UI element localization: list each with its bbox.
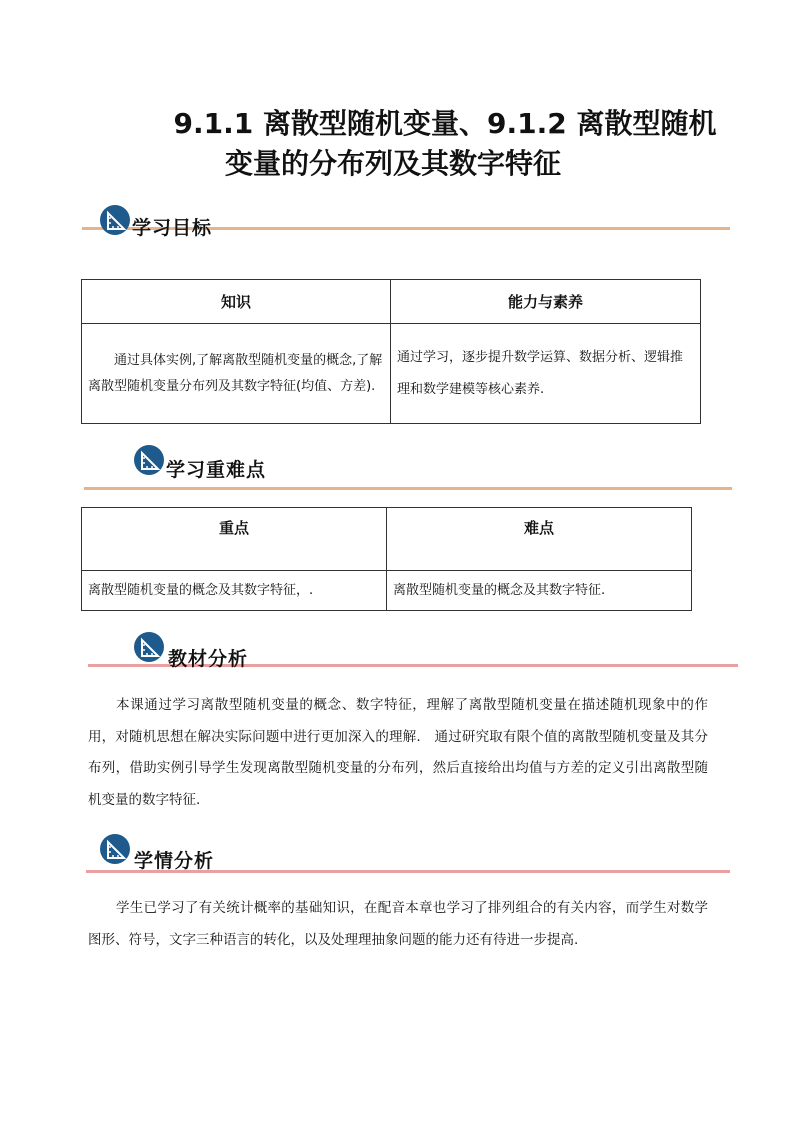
header-key: 重点 (82, 508, 387, 571)
ability-cell: 通过学习，逐步提升数学运算、数据分析、逻辑推理和数学建模等核心素养. (391, 324, 701, 424)
ruler-triangle-icon (134, 445, 164, 475)
section-title: 学习重难点 (166, 459, 267, 481)
header-knowledge: 知识 (82, 280, 391, 324)
ruler-triangle-icon (100, 834, 130, 864)
section-rule (84, 487, 732, 490)
page-title-line-2: 变量的分布列及其数字特征 (224, 147, 561, 180)
objectives-table (81, 279, 701, 424)
ruler-triangle-icon (134, 632, 164, 662)
header-difficult: 难点 (387, 508, 692, 571)
header-ability: 能力与素养 (391, 280, 701, 324)
section-textbook (134, 632, 744, 672)
section-learner (100, 834, 740, 874)
ruler-triangle-icon (100, 205, 130, 235)
section-title: 学习目标 (132, 217, 213, 239)
key-cell: 离散型随机变量的概念及其数字特征，. (82, 571, 387, 611)
learner-analysis-text: 学生已学习了有关统计概率的基础知识，在配音本章也学习了排列组合的有关内容，而学生对数学图形、符号，文字三种语言的转化，以及处理理抽象问题的能力还有待进一步提高. (88, 900, 708, 948)
page-title-line-1: 9.1.1 离散型随机变量、9.1.2 离散型随机 (173, 107, 717, 140)
difficult-cell: 离散型随机变量的概念及其数字特征. (387, 571, 692, 611)
section-title: 教材分析 (168, 648, 249, 670)
key-points-table (81, 507, 692, 611)
textbook-analysis-text: 本课通过学习离散型随机变量的概念、数字特征，理解了离散型随机变量在描述随机现象中的作用，对随机思想在解决实际问题中进行更加深入的理解. 通过研究取有限个值的离散型随机变量及其分布列，借助实例引导学生发现离散型随机变量的分布列，然后直接给出均值与方差的定义引出离散型随机变量的数字特征. (88, 697, 708, 808)
section-title: 学情分析 (134, 850, 215, 872)
knowledge-cell: 通过具体实例,了解离散型随机变量的概念,了解离散型随机变量分布列及其数字特征(均值、方差). (82, 324, 391, 424)
section-key-points (134, 445, 734, 485)
section-objectives (100, 205, 740, 245)
